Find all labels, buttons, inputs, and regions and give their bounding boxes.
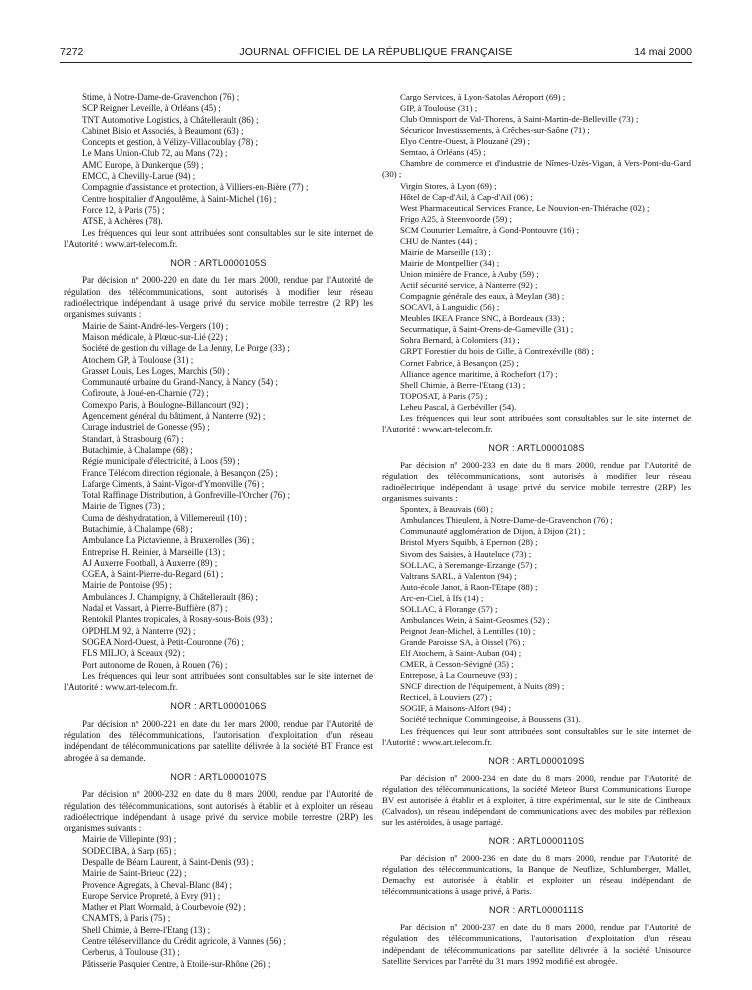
organism-entry: SNCF direction de l'équipement, à Nuits (89) ; xyxy=(400,681,565,692)
frequency-note: Les fréquences qui leur sont attribuées sont consultables sur le site internet de l'Autorité : www.art-telecom.fr. xyxy=(382,412,691,434)
organism-entry: GRPT Forestier du bois de Gille, à Contrexéville (88) ; xyxy=(400,346,594,357)
organism-list xyxy=(64,321,373,671)
organism-entry: Comexpo Paris, à Boulogne-Billancourt (92) ; xyxy=(82,399,249,410)
organism-entry: Entreprise H. Reinier, à Marseille (13) ; xyxy=(82,546,226,557)
organism-list xyxy=(64,92,373,228)
organism-entry: Concepts et gestion, à Vélizy-Villacoublay (78) ; xyxy=(82,137,258,148)
nor-reference: NOR : ARTL0000107S xyxy=(170,771,267,782)
decision-paragraph: Par décision nº 2000-237 en date du 8 mars 2000, rendue par l'Autorité de régulation des télécommunications, l'autorisation d'exploitation d'un réseau indépendant de télécommunications par satellite délivrée à la société Unisource Satellite Services par l'arrêté du 31 mars 1992 modifié est abrogée. xyxy=(382,922,691,966)
organism-entry: Mairie de Pontoise (95) ; xyxy=(82,580,172,591)
organism-entry: SOCAVI, à Languidic (56) ; xyxy=(400,302,500,313)
organism-entry: Provence Agregats, à Cheval-Blanc (84) ; xyxy=(82,879,232,890)
organism-entry: Régie municipale d'électricité, à Loos (59) ; xyxy=(82,456,240,467)
page-header xyxy=(60,46,692,60)
organism-entry: SCM Couturier Lemaître, à Gond-Pontouvre (16) ; xyxy=(400,224,580,235)
organism-entry: Ambulances J. Champigny, à Châtellerault (86) ; xyxy=(82,591,258,602)
organism-entry: Port autonome de Rouen, à Rouen (76) ; xyxy=(82,659,228,670)
nor-reference: NOR : ARTL0000109S xyxy=(488,755,585,766)
organism-entry: Compagnie d'assistance et protection, à Villiers-en-Bière (77) ; xyxy=(82,182,309,193)
organism-entry: Butachimie, à Chalampe (68) ; xyxy=(82,444,193,455)
organism-entry: Shell Chimie, à Berre-l'Etang (13) ; xyxy=(400,379,526,390)
organism-entry: Chambre de commerce et d'industrie de Nîmes-Uzès-Vigan, à Vers-Pont-du-Gard (30) ; xyxy=(382,158,691,180)
nor-reference: NOR : ARTL0000105S xyxy=(170,258,267,269)
organism-entry: Mairie de Marseille (13) ; xyxy=(400,246,491,257)
organism-entry: Butachimie, à Chalampe (68) ; xyxy=(82,523,193,534)
organism-list xyxy=(382,504,691,725)
organism-entry: Frigo A25, à Steenvoorde (59) ; xyxy=(400,213,512,224)
right-column xyxy=(382,92,691,967)
organism-entry: Grande Paroisse SA, à Oissel (76) ; xyxy=(400,637,525,647)
organism-list xyxy=(382,181,691,413)
organism-entry: Auto-école Janot, à Raon-l'Etape (88) ; xyxy=(400,581,538,592)
organism-entry: Elyo Centre-Ouest, à Plouzané (29) ; xyxy=(400,136,530,147)
frequency-note: Les fréquences qui leur sont attribuées sont consultables sur le site internet de l'Autorité : www.art-telecom.fr. xyxy=(64,670,373,693)
organism-entry: Nadal et Vassart, à Pierre-Buffière (87) ; xyxy=(82,603,228,614)
organism-entry: SOGEA Nord-Ouest, à Petit-Couronne (76) ; xyxy=(82,636,244,647)
frequency-note: Les fréquences qui leur sont attribuées sont consultables sur le site internet de l'Autorité : www.art.telecom.fr. xyxy=(382,725,691,747)
organism-entry: Curage industriel de Gonesse (95) ; xyxy=(82,422,210,433)
organism-entry: Grasset Louis, Les Loges, Marchis (50) ; xyxy=(82,365,230,376)
organism-entry: Union minière de France, à Auby (59) ; xyxy=(400,269,539,279)
organism-entry: Sivom des Saisies, à Hauteluce (73) ; xyxy=(400,548,532,559)
organism-entry: Force 12, à Paris (75) ; xyxy=(82,204,165,215)
page-number: 7272 xyxy=(60,46,84,58)
organism-entry: SOGIF, à Maisons-Alfort (94) ; xyxy=(400,703,511,714)
header-rule xyxy=(60,62,692,63)
organism-entry: Mairie de Tignes (73) ; xyxy=(82,501,165,512)
organism-entry: CMER, à Cesson-Sévigné (35) ; xyxy=(400,659,514,670)
organism-entry: Club Omnisport de Val-Thorens, à Saint-Martin-de-Belleville (73) ; xyxy=(400,114,639,125)
organism-entry: AJ Auxerre Football, à Auxerre (89) ; xyxy=(82,557,218,568)
organism-entry: SOLLAC, à Seremange-Erzange (57) ; xyxy=(400,559,538,570)
organism-entry: Total Raffinage Distribution, à Gonfreville-l'Orcher (76) ; xyxy=(82,490,291,501)
organism-entry: Mairie de Villepinte (93) ; xyxy=(82,834,177,845)
organism-entry: FLS MILJO, à Sceaux (92) ; xyxy=(82,648,185,659)
organism-entry: Mairie de Saint-André-les-Vergers (10) ; xyxy=(82,320,229,331)
organism-entry: Valtrans SARL, à Valenton (94) ; xyxy=(400,570,517,581)
organism-entry: Cerberus, à Toulouse (31) ; xyxy=(82,947,180,958)
organism-entry: Maison médicale, à Plœuc-sur-Lié (22) ; xyxy=(82,331,228,342)
organism-entry: Despalle de Béarn Laurent, à Saint-Denis (93) ; xyxy=(82,857,254,867)
organism-entry: Europe Service Propreté, à Evry (91) ; xyxy=(82,890,221,901)
organism-entry: Sohra Bernard, à Colomiers (31) ; xyxy=(400,335,520,346)
organism-list xyxy=(64,834,373,970)
organism-entry: Pâtisserie Pasquier Centre, à Etoile-sur-Rhône (26) ; xyxy=(82,958,271,969)
organism-entry: Arc-en-Ciel, à Ifs (14) ; xyxy=(400,592,484,603)
organism-entry: OPDHLM 92, à Nanterre (92) ; xyxy=(82,625,196,636)
organism-entry: Sécuricor Investissements, à Crêches-sur-Saône (71) ; xyxy=(400,125,590,136)
organism-entry: Actif sécurité service, à Nanterre (92) ; xyxy=(400,280,538,291)
organism-entry: Spontex, à Beauvais (60) ; xyxy=(400,504,494,515)
left-column xyxy=(64,92,373,970)
decision-paragraph: Par décision nº 2000-236 en date du 8 mars 2000, rendue par l'Autorité de régulation des télécommunications, la Banque de Neuflize, Schlumberger, Mallet, Demachy est autorisée à établir et exploiter un réseau indépendant de télécommunications à usage privé, à Paris. xyxy=(382,853,691,897)
organism-entry: Meubles IKEA France SNC, à Bordeaux (33) ; xyxy=(400,313,565,324)
organism-entry: CHU de Nantes (44) ; xyxy=(400,235,478,246)
organism-entry: Hôtel de Cap-d'Ail, à Cap-d'Ail (06) ; xyxy=(400,191,533,202)
frequency-note: Les fréquences qui leur sont attribuées sont consultables sur le site internet de l'Autorité : www.art-telecom.fr. xyxy=(64,227,373,249)
organism-entry: Mather et Platt Wormald, à Courbevoie (92) ; xyxy=(82,902,246,913)
organism-entry: Securmatique, à Saint-Orens-de-Gameville (31) ; xyxy=(400,324,574,335)
organism-entry: Alliance agence maritime, à Rochefort (17) ; xyxy=(400,368,558,379)
organism-entry: Communauté agglomération de Dijon, à Dijon (21) ; xyxy=(400,526,586,537)
organism-entry: Atochem GP, à Toulouse (31) ; xyxy=(82,354,194,365)
organism-entry: Standart, à Strasbourg (67) ; xyxy=(82,433,184,444)
organism-entry: Mairie de Saint-Brieuc (22) ; xyxy=(82,868,187,879)
organism-entry: GIP, à Toulouse (31) ; xyxy=(400,103,478,114)
journal-title: JOURNAL OFFICIEL DE LA RÉPUBLIQUE FRANÇAISE xyxy=(239,46,513,58)
organism-entry: ATSE, à Achères (78). xyxy=(82,216,163,227)
organism-entry: Cuma de déshydratation, à Villemereuil (10) ; xyxy=(82,512,247,523)
organism-entry: CGEA, à Saint-Pierre-du-Regard (61) ; xyxy=(82,569,224,580)
issue-date: 14 mai 2000 xyxy=(634,46,692,58)
organism-entry: SODECIBA, à Sarp (65) ; xyxy=(82,845,177,856)
organism-entry: CNAMTS, à Paris (75) ; xyxy=(82,913,171,924)
organism-entry: Cabinet Bisio et Associés, à Beaumont (63) ; xyxy=(82,125,244,136)
organism-entry: Le Mans Union-Club 72, au Mans (72) ; xyxy=(82,148,228,159)
organism-entry: Entrepose, à La Courneuve (93) ; xyxy=(400,670,518,681)
organism-entry: Centre hospitalier d'Angoulême, à Saint-Michel (16) ; xyxy=(82,193,277,204)
organism-entry: Cofiroute, à Joué-en-Charnie (72) ; xyxy=(82,388,209,399)
organism-entry: Mairie de Montpellier (34) ; xyxy=(400,257,500,268)
organism-entry: Lafarge Ciments, à Saint-Vigor-d'Ymonville (76) ; xyxy=(82,478,265,489)
organism-entry: Centre téléservillance du Crédit agricole, à Vannes (56) ; xyxy=(82,936,287,947)
organism-entry: Recticel, à Louviers (27) ; xyxy=(400,692,493,703)
organism-entry: Leheu Pascal, à Gerbéviller (54). xyxy=(400,401,517,412)
organism-entry: West Pharmaceutical Services France, Le Nouvion-en-Thiérache (02) ; xyxy=(400,202,650,213)
organism-entry: Société de gestion du village de La Jenny, Le Porge (33) ; xyxy=(82,343,290,354)
organism-entry: Ambulance La Pictavienne, à Bruxerolles (36) ; xyxy=(82,535,255,546)
nor-reference: NOR : ARTL0000111S xyxy=(489,905,584,916)
nor-reference: NOR : ARTL0000110S xyxy=(488,836,585,846)
organism-entry: Ambulances Thieulent, à Notre-Dame-de-Gravenchon (76) ; xyxy=(400,515,613,526)
organism-list xyxy=(382,92,691,158)
organism-entry: Stime, à Notre-Dame-de-Gravenchon (76) ; xyxy=(82,92,240,102)
organism-entry: Peignot Jean-Michel, à Lentilles (10) ; xyxy=(400,625,536,636)
decision-paragraph: Par décision nº 2000-221 en date du 1er mars 2000, rendue par l'Autorité de régulation des télécommunications, l'autorisation d'exploitation d'un réseau indépendant de télécommunications par satellite délivrée à la société BT France est abrogée à sa demande. xyxy=(64,718,373,763)
decision-paragraph: Par décision nº 2000-233 en date du 8 mars 2000, rendue par l'Autorité de régulation des télécommunications, sont autorisés à modifier leur réseau radioélectrique indépendant à usage privé du service mobile terrestre (2RP) les organismes suivants : xyxy=(382,460,691,504)
organism-entry: Elf Atochem, à Saint-Auban (04) ; xyxy=(400,648,522,659)
organism-entry: AMC Europe, à Dunkerque (59) ; xyxy=(82,159,204,170)
organism-entry: EMCC, à Chevilly-Larue (94) ; xyxy=(82,171,196,182)
decision-paragraph: Par décision nº 2000-220 en date du 1er mars 2000, rendue par l'Autorité de régulation des télécommunications, sont autorisés à modifier leur réseau radioélectrique indépendant à usage privé du service mobile terrestre (2 RP) les organismes suivants : xyxy=(64,275,373,320)
organism-entry: Agencement général du bâtiment, à Nanterre (92) ; xyxy=(82,411,266,422)
organism-entry: SCP Reigner Leveille, à Orléans (45) ; xyxy=(82,103,221,114)
organism-entry: Communauté urbaine du Grand-Nancy, à Nancy (54) ; xyxy=(82,377,278,388)
organism-entry: Bristol Myers Squibb, à Epernon (28) ; xyxy=(400,537,538,548)
nor-reference: NOR : ARTL0000108S xyxy=(488,442,585,453)
organism-entry: Virgin Stores, à Lyon (69) ; xyxy=(400,180,497,191)
decision-paragraph: Par décision nº 2000-234 en date du 8 mars 2000, rendue par l'Autorité de régulation des télécommunications, la société Meteor Burst Communications Europe BV est autorisée à établir et à exploiter, à titre expérimental, sur le site de Cintheaux (Calvados), un réseau indépendant de communications avec des mobiles par réflexion sur les astéroïdes, à usage partagé. xyxy=(382,772,691,827)
organism-entry: TOPOSAT, à Paris (75) ; xyxy=(400,390,488,401)
organism-entry: Ambulances Wein, à Saint-Geosmes (52) ; xyxy=(400,614,550,625)
organism-entry: Semtao, à Orléans (45) ; xyxy=(400,147,486,158)
organism-entry: Rentokil Plantes tropicales, à Rosny-sous-Bois (93) ; xyxy=(82,614,273,625)
organism-entry: Cargo Services, à Lyon-Satolas Aéroport (69) ; xyxy=(400,92,566,102)
organism-entry: TNT Automotive Logistics, à Châtellerault (86) ; xyxy=(82,114,259,125)
nor-reference: NOR : ARTL0000106S xyxy=(170,701,267,712)
decision-paragraph: Par décision nº 2000-232 en date du 8 mars 2000, rendue par l'Autorité de régulation des télécommunications, sont autorisés à établir et à exploiter un réseau radioélectrique indépendant à usage privé du service mobile terrestre (2RP) les organismes suivants : xyxy=(64,789,373,834)
organism-entry: Shell Chimie, à Berre-l'Etang (13) ; xyxy=(82,924,211,935)
organism-entry: France Télécom direction régionale, à Besançon (25) ; xyxy=(82,467,278,478)
organism-entry: Société technique Commingeoise, à Boussens (31). xyxy=(400,714,581,725)
organism-entry: Compagnie générale des eaux, à Meylan (38) ; xyxy=(400,291,565,302)
organism-entry: Cornet Fabrice, à Besançon (25) ; xyxy=(400,357,519,368)
organism-entry: SOLLAC, à Florange (57) ; xyxy=(400,603,498,614)
